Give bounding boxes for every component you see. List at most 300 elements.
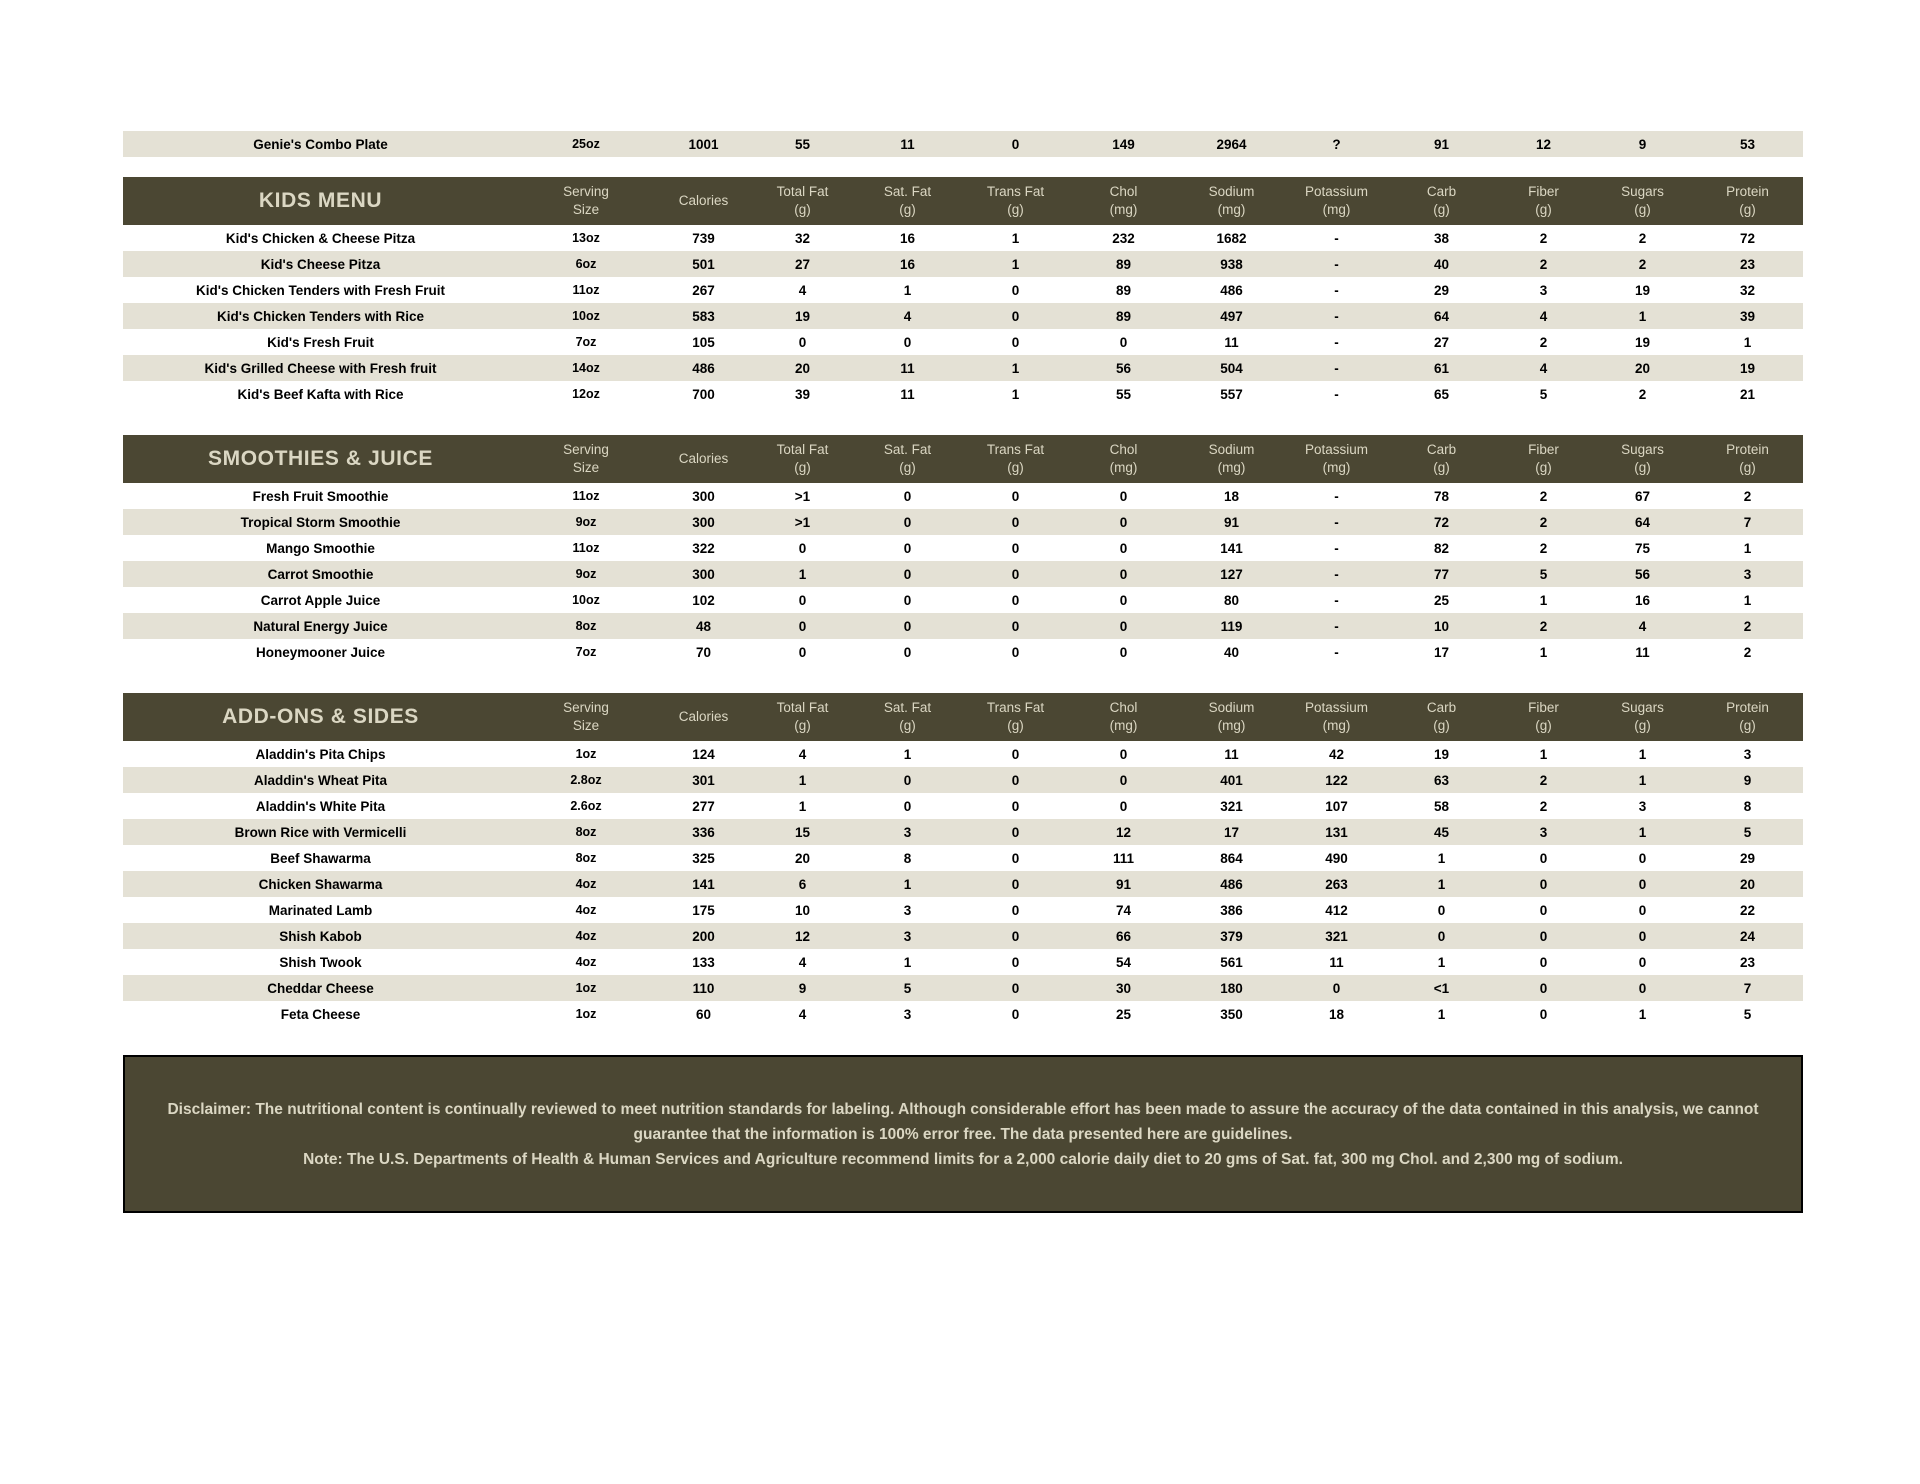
value-cell: 325: [692, 850, 715, 866]
value-cell: 2: [1539, 488, 1548, 504]
value-cell: 18: [1328, 1006, 1345, 1022]
value-cell: 141: [692, 876, 715, 892]
value-cell: 39: [1739, 308, 1756, 324]
value-cell: 0: [1011, 954, 1020, 970]
value-cell: 20: [794, 360, 811, 376]
value-cell: 0: [1638, 850, 1647, 866]
value-cell: 65: [1433, 386, 1450, 402]
column-header: [1179, 177, 1284, 225]
column-header: [1179, 693, 1284, 741]
item-name-cell: Kid's Grilled Cheese with Fresh fruit: [204, 360, 437, 376]
value-cell: 1: [1638, 824, 1647, 840]
value-cell: 2: [1743, 618, 1752, 634]
column-header: [753, 177, 852, 225]
table-row: [123, 897, 1803, 923]
value-cell: 1: [1743, 592, 1752, 608]
value-cell: 11: [900, 136, 915, 152]
value-cell: 4oz: [575, 929, 597, 943]
value-cell: -: [1334, 488, 1339, 504]
value-cell: 1001: [688, 136, 719, 152]
value-cell: 42: [1328, 746, 1345, 762]
item-name-cell: Fresh Fruit Smoothie: [252, 488, 389, 504]
value-cell: 30: [1115, 980, 1132, 996]
value-cell: 127: [1220, 566, 1243, 582]
value-cell: 3: [1638, 798, 1647, 814]
value-cell: 72: [1739, 230, 1756, 246]
table-row: [123, 587, 1803, 613]
value-cell: 110: [692, 980, 715, 996]
value-cell: 0: [1011, 618, 1020, 634]
value-cell: 0: [1539, 1006, 1548, 1022]
table-row: [123, 741, 1803, 767]
column-header-line: (mg): [1217, 718, 1246, 733]
column-header-line: (g): [899, 460, 916, 475]
value-cell: 321: [1220, 798, 1243, 814]
value-cell: 0: [1539, 954, 1548, 970]
value-cell: 4: [1638, 618, 1647, 634]
value-cell: 11oz: [572, 489, 600, 503]
value-cell: 56: [1115, 360, 1132, 376]
value-cell: 63: [1433, 772, 1450, 788]
value-cell: 9oz: [575, 567, 597, 581]
column-header: [1593, 435, 1692, 483]
column-header: [852, 693, 963, 741]
value-cell: 1oz: [575, 981, 597, 995]
value-cell: 322: [692, 540, 715, 556]
item-name-cell: Kid's Cheese Pitza: [260, 256, 381, 272]
value-cell: 0: [903, 618, 912, 634]
nutrition-table: [123, 177, 1803, 407]
value-cell: 1: [1539, 644, 1548, 660]
value-cell: 122: [1325, 772, 1348, 788]
value-cell: 2: [1539, 256, 1548, 272]
value-cell: 32: [1739, 282, 1756, 298]
value-cell: 0: [1119, 334, 1128, 350]
item-name-cell: Cheddar Cheese: [267, 980, 374, 996]
table-header-row: [123, 435, 1803, 483]
value-cell: 1: [1539, 592, 1548, 608]
item-name-cell: Chicken Shawarma: [258, 876, 383, 892]
value-cell: 1: [1638, 746, 1647, 762]
column-header-line: Trans Fat: [986, 441, 1045, 457]
value-cell: 1: [798, 798, 807, 814]
value-cell: -: [1334, 256, 1339, 272]
value-cell: 64: [1634, 514, 1651, 530]
value-cell: 0: [1011, 850, 1020, 866]
column-header: [1692, 435, 1803, 483]
table-row: [123, 535, 1803, 561]
value-cell: 6: [798, 876, 807, 892]
value-cell: 0: [1011, 1006, 1020, 1022]
value-cell: 1: [1743, 540, 1752, 556]
value-cell: 10oz: [572, 593, 600, 607]
value-cell: 557: [1220, 386, 1243, 402]
item-name-cell: Shish Twook: [279, 954, 362, 970]
value-cell: 9: [798, 980, 807, 996]
column-header-line: (g): [1433, 202, 1450, 217]
value-cell: 379: [1220, 928, 1243, 944]
column-header-line: Sugars: [1621, 441, 1664, 457]
value-cell: 0: [1437, 928, 1446, 944]
value-cell: 11: [900, 360, 915, 376]
value-cell: 0: [1011, 592, 1020, 608]
item-name-cell: Feta Cheese: [280, 1006, 361, 1022]
column-header-line: Fiber: [1528, 441, 1559, 457]
value-cell: 864: [1220, 850, 1243, 866]
value-cell: 4: [798, 1006, 807, 1022]
item-name-cell: Mango Smoothie: [266, 540, 375, 556]
value-cell: 3: [1539, 282, 1548, 298]
column-header: [518, 435, 654, 483]
value-cell: 11oz: [572, 283, 600, 297]
table-row: [123, 509, 1803, 535]
column-header-line: (mg): [1109, 202, 1138, 217]
value-cell: 497: [1220, 308, 1243, 324]
value-cell: 22: [1739, 902, 1756, 918]
table-header-row: [123, 177, 1803, 225]
value-cell: 0: [1539, 980, 1548, 996]
item-name-cell: Kid's Chicken & Cheese Pitza: [225, 230, 416, 246]
value-cell: -: [1334, 386, 1339, 402]
column-header-line: Sodium: [1208, 441, 1255, 457]
value-cell: 1: [1638, 772, 1647, 788]
value-cell: 0: [1119, 772, 1128, 788]
value-cell: 0: [1011, 540, 1020, 556]
value-cell: 10: [794, 902, 811, 918]
column-header-line: (mg): [1322, 718, 1351, 733]
value-cell: 1: [1437, 1006, 1446, 1022]
item-name-cell: Kid's Chicken Tenders with Fresh Fruit: [196, 282, 445, 298]
value-cell: 18: [1223, 488, 1240, 504]
value-cell: 0: [1539, 876, 1548, 892]
value-cell: 0: [1011, 876, 1020, 892]
value-cell: -: [1334, 644, 1339, 660]
column-header: [1692, 177, 1803, 225]
column-header-line: (g): [1007, 718, 1024, 733]
column-header-line: (g): [899, 718, 916, 733]
value-cell: 21: [1739, 386, 1756, 402]
value-cell: 232: [1112, 230, 1135, 246]
value-cell: 0: [1437, 902, 1446, 918]
column-header-line: (g): [1739, 460, 1756, 475]
column-header-line: (g): [1535, 202, 1552, 217]
column-header-line: Chol: [1109, 441, 1138, 457]
value-cell: 19: [794, 308, 811, 324]
value-cell: 0: [1011, 928, 1020, 944]
value-cell: 13oz: [572, 231, 600, 245]
value-cell: 0: [1011, 334, 1020, 350]
table-row: [123, 483, 1803, 509]
value-cell: 23: [1739, 256, 1756, 272]
column-header-line: (g): [1535, 718, 1552, 733]
value-cell: 0: [903, 772, 912, 788]
column-header: [1494, 435, 1593, 483]
value-cell: 8oz: [575, 851, 597, 865]
value-cell: 149: [1112, 136, 1135, 152]
column-header-line: Carb: [1426, 183, 1457, 199]
value-cell: 78: [1433, 488, 1450, 504]
value-cell: 0: [1119, 592, 1128, 608]
table-row: [123, 949, 1803, 975]
item-name-cell: Marinated Lamb: [268, 902, 373, 918]
value-cell: 11: [1224, 334, 1239, 350]
column-header-line: (g): [1634, 718, 1651, 733]
column-header-line: Total Fat: [776, 183, 829, 199]
value-cell: >1: [794, 514, 811, 530]
column-header-line: Sugars: [1621, 183, 1664, 199]
value-cell: 7oz: [575, 645, 597, 659]
value-cell: 19: [1433, 746, 1450, 762]
column-header-line: (g): [794, 202, 811, 217]
column-header: [1068, 177, 1179, 225]
column-header-line: (g): [1535, 460, 1552, 475]
value-cell: 0: [1119, 644, 1128, 660]
table-row: [123, 225, 1803, 251]
value-cell: 490: [1325, 850, 1348, 866]
column-header: [1068, 693, 1179, 741]
value-cell: 0: [1119, 488, 1128, 504]
column-header: [1593, 693, 1692, 741]
value-cell: 29: [1739, 850, 1756, 866]
value-cell: 119: [1220, 618, 1243, 634]
value-cell: 0: [798, 334, 807, 350]
value-cell: 2: [1638, 386, 1647, 402]
table-row: [123, 251, 1803, 277]
value-cell: 1: [1437, 954, 1446, 970]
value-cell: 91: [1223, 514, 1240, 530]
disclaimer-text: Disclaimer: The nutritional content is continually reviewed to meet nutrition standards for labeling. Although considerable effort has been made to assure the accuracy of the data contained in this analysis, we cannot guarantee that the information is 100% error free. The data presented here are guidelines.: [167, 1101, 1759, 1143]
value-cell: 0: [1011, 980, 1020, 996]
value-cell: 486: [1220, 282, 1243, 298]
nutrition-tables: [123, 177, 1920, 1027]
value-cell: 386: [1220, 902, 1243, 918]
disclaimer-note: Note: The U.S. Departments of Health & Human Services and Agriculture recommend limits for a 2,000 calorie daily diet to 20 gms of Sat. fat, 300 mg Chol. and 2,300 mg of sodium.: [303, 1151, 1623, 1168]
column-header-line: Calories: [678, 192, 729, 208]
column-header: [963, 693, 1068, 741]
value-cell: 0: [1539, 850, 1548, 866]
value-cell: 72: [1433, 514, 1450, 530]
value-cell: 0: [1011, 282, 1020, 298]
value-cell: 938: [1220, 256, 1243, 272]
value-cell: 54: [1115, 954, 1132, 970]
value-cell: 1: [903, 282, 912, 298]
value-cell: 3: [903, 824, 912, 840]
value-cell: 0: [903, 566, 912, 582]
column-header-line: (g): [1739, 202, 1756, 217]
column-header-line: (g): [794, 460, 811, 475]
value-cell: 0: [1539, 902, 1548, 918]
value-cell: 0: [1011, 566, 1020, 582]
value-cell: 5: [1539, 566, 1548, 582]
value-cell: 4: [798, 282, 807, 298]
column-header-line: (g): [1433, 460, 1450, 475]
value-cell: 0: [1638, 876, 1647, 892]
value-cell: 19: [1634, 334, 1651, 350]
value-cell: 0: [903, 798, 912, 814]
table-row: [123, 381, 1803, 407]
value-cell: -: [1334, 230, 1339, 246]
item-name-cell: Natural Energy Juice: [253, 618, 388, 634]
value-cell: 16: [1634, 592, 1651, 608]
value-cell: 583: [692, 308, 715, 324]
column-header-line: Carb: [1426, 699, 1457, 715]
column-header-line: Serving: [563, 699, 609, 715]
column-header: [1284, 177, 1389, 225]
column-header: [654, 177, 753, 225]
column-header-line: Sodium: [1208, 183, 1255, 199]
value-cell: 2: [1539, 618, 1548, 634]
nutrition-table: [123, 435, 1803, 665]
value-cell: 1: [1638, 308, 1647, 324]
value-cell: 11: [900, 386, 915, 402]
value-cell: 0: [1011, 902, 1020, 918]
value-cell: 102: [692, 592, 715, 608]
value-cell: 1: [1743, 334, 1752, 350]
value-cell: 4oz: [575, 903, 597, 917]
value-cell: 12: [1535, 136, 1552, 152]
table-row: [123, 303, 1803, 329]
column-header: [852, 435, 963, 483]
value-cell: 77: [1433, 566, 1450, 582]
value-cell: 2: [1539, 514, 1548, 530]
value-cell: 25: [1433, 592, 1450, 608]
item-name-cell: Aladdin's White Pita: [255, 798, 386, 814]
column-header-line: (mg): [1109, 718, 1138, 733]
column-header-line: Trans Fat: [986, 183, 1045, 199]
column-header-line: Size: [572, 718, 600, 733]
value-cell: 39: [794, 386, 811, 402]
column-header-line: Potassium: [1304, 441, 1369, 457]
value-cell: 1: [1011, 256, 1020, 272]
value-cell: 0: [1638, 954, 1647, 970]
value-cell: 0: [903, 334, 912, 350]
value-cell: 25: [1115, 1006, 1132, 1022]
item-name-cell: Aladdin's Pita Chips: [255, 746, 386, 762]
value-cell: 1: [903, 876, 912, 892]
table-row: [123, 845, 1803, 871]
value-cell: 501: [692, 256, 715, 272]
value-cell: 561: [1220, 954, 1243, 970]
value-cell: 9: [1638, 136, 1647, 152]
value-cell: 0: [1638, 902, 1647, 918]
item-name-cell: Brown Rice with Vermicelli: [234, 824, 407, 840]
value-cell: 0: [1119, 540, 1128, 556]
value-cell: >1: [794, 488, 811, 504]
value-cell: 89: [1115, 308, 1132, 324]
value-cell: 0: [1119, 746, 1128, 762]
column-header: [1389, 693, 1494, 741]
value-cell: 2964: [1216, 136, 1247, 152]
value-cell: 20: [1634, 360, 1651, 376]
column-header-line: Protein: [1726, 441, 1769, 457]
column-header-line: (mg): [1217, 460, 1246, 475]
table-row: [123, 131, 1803, 157]
value-cell: 8oz: [575, 825, 597, 839]
value-cell: 0: [798, 540, 807, 556]
value-cell: 10: [1433, 618, 1450, 634]
value-cell: 1682: [1216, 230, 1247, 246]
value-cell: 16: [899, 256, 916, 272]
value-cell: 7: [1743, 514, 1752, 530]
value-cell: 55: [1115, 386, 1132, 402]
value-cell: 5: [903, 980, 912, 996]
value-cell: 67: [1634, 488, 1651, 504]
value-cell: 1: [903, 746, 912, 762]
column-header: [518, 693, 654, 741]
value-cell: 3: [1743, 746, 1752, 762]
value-cell: 17: [1433, 644, 1450, 660]
column-header-line: Sat. Fat: [883, 699, 932, 715]
value-cell: 0: [1119, 618, 1128, 634]
value-cell: 32: [794, 230, 811, 246]
value-cell: 11oz: [572, 541, 600, 555]
section-title: ADD-ONS & SIDES: [222, 704, 419, 728]
table-row: [123, 767, 1803, 793]
column-header-line: Serving: [563, 183, 609, 199]
column-header-line: Potassium: [1304, 699, 1369, 715]
value-cell: 321: [1325, 928, 1348, 944]
table-row: [123, 639, 1803, 665]
value-cell: 89: [1115, 282, 1132, 298]
value-cell: 700: [692, 386, 715, 402]
column-header-line: (mg): [1322, 460, 1351, 475]
value-cell: 0: [1539, 928, 1548, 944]
value-cell: 107: [1325, 798, 1348, 814]
value-cell: 2: [1743, 488, 1752, 504]
value-cell: 45: [1433, 824, 1450, 840]
value-cell: 0: [798, 644, 807, 660]
value-cell: 4oz: [575, 877, 597, 891]
column-header-line: Total Fat: [776, 699, 829, 715]
value-cell: 91: [1433, 136, 1450, 152]
value-cell: 11: [1224, 746, 1239, 762]
value-cell: 1: [1638, 1006, 1647, 1022]
column-header-line: Chol: [1109, 699, 1138, 715]
value-cell: 7oz: [575, 335, 597, 349]
column-header-line: (mg): [1217, 202, 1246, 217]
column-header-line: (g): [1007, 202, 1024, 217]
value-cell: 24: [1739, 928, 1756, 944]
value-cell: 19: [1739, 360, 1756, 376]
value-cell: 0: [903, 514, 912, 530]
table-row: [123, 1001, 1803, 1027]
value-cell: <1: [1433, 980, 1450, 996]
value-cell: 70: [695, 644, 712, 660]
disclaimer-box: [123, 1055, 1803, 1213]
value-cell: 0: [1119, 566, 1128, 582]
column-header-line: (g): [1634, 202, 1651, 217]
value-cell: 141: [1220, 540, 1243, 556]
column-header: [1692, 693, 1803, 741]
value-cell: 12: [1115, 824, 1132, 840]
value-cell: 2: [1539, 772, 1548, 788]
item-name-cell: Genie's Combo Plate: [253, 136, 388, 152]
value-cell: 504: [1220, 360, 1243, 376]
value-cell: 40: [1433, 256, 1450, 272]
value-cell: 0: [1011, 488, 1020, 504]
value-cell: 8: [1743, 798, 1752, 814]
column-header-line: Sodium: [1208, 699, 1255, 715]
value-cell: 82: [1433, 540, 1450, 556]
value-cell: 5: [1743, 1006, 1752, 1022]
column-header-line: Fiber: [1528, 183, 1559, 199]
item-name-cell: Beef Shawarma: [270, 850, 371, 866]
table-row: [123, 923, 1803, 949]
value-cell: 4: [903, 308, 912, 324]
value-cell: 64: [1433, 308, 1450, 324]
value-cell: 23: [1739, 954, 1756, 970]
column-header-line: Calories: [678, 708, 729, 724]
